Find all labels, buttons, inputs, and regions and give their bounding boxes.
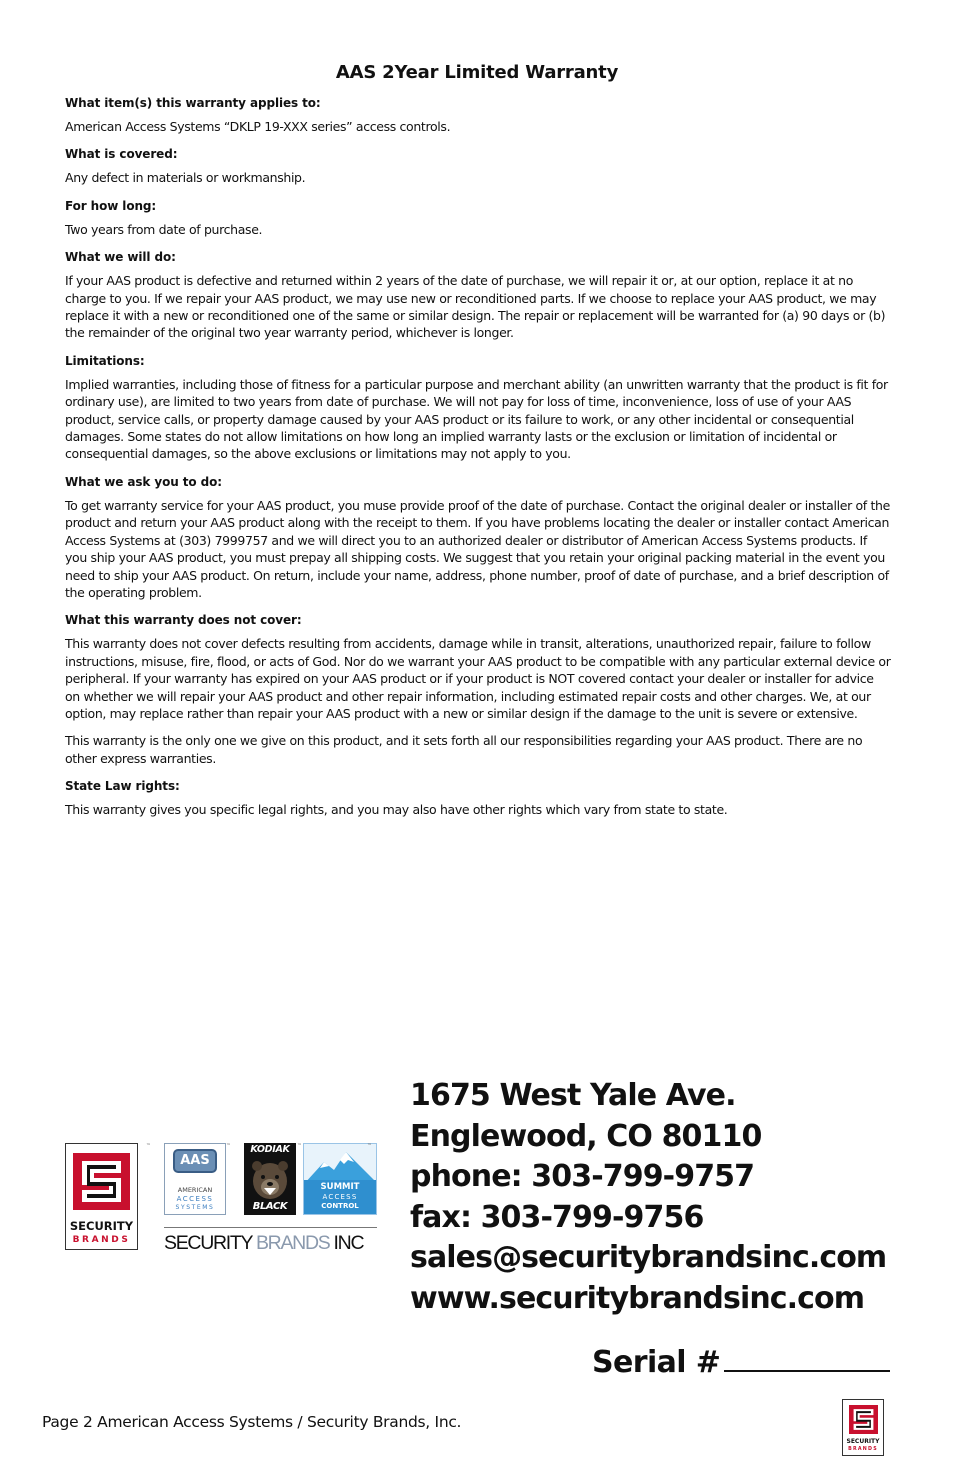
section-body: Two years from date of purchase.	[65, 221, 263, 237]
trademark-mark: ™	[297, 1143, 302, 1149]
warranty-body	[65, 96, 891, 831]
section-state-law	[65, 779, 891, 818]
security-brands-s-icon	[849, 1405, 878, 1434]
section-how-long	[65, 199, 891, 238]
summit-control-text: CONTROL	[321, 1202, 359, 1210]
section-heading: What this warranty does not cover:	[65, 613, 302, 628]
summit-access-text: ACCESS	[322, 1193, 358, 1201]
section-not-covered	[65, 613, 891, 767]
section-body: American Access Systems “DKLP 19-XXX series” access controls.	[65, 119, 451, 134]
aas-text-systems: SYSTEMS	[175, 1204, 215, 1211]
email-address: sales@securitybrandsinc.com	[410, 1240, 887, 1276]
bear-icon	[248, 1157, 292, 1201]
trademark-mark: ™	[146, 1143, 151, 1149]
wordmark-divider	[164, 1227, 377, 1228]
logo-text-brands: BRANDS	[72, 1235, 131, 1245]
section-body: This warranty does not cover defects resulting from accidents, damage while in transit, alterations, unauthorized repair, failure to follow instructions, misuse, fire, flood, or acts of God. Nor do we warrant your AAS product to be compatible with any particular external device or peripheral. If your warranty has expired on your AAS product or if your product is NOT covered contact your dealer or installer for advice on whether we will repair your AAS product and other repair information, including estimated repair costs and other charges. We, at our option, may replace rather than repair your AAS product with a new or similar design if the damage to the unit is severe or extensive.	[65, 636, 891, 721]
section-heading: For how long:	[65, 198, 157, 213]
security-brands-logo	[65, 1143, 138, 1250]
summit-access-control-logo	[303, 1143, 377, 1215]
summit-text: SUMMIT	[320, 1182, 360, 1192]
aas-badge	[173, 1149, 217, 1173]
security-brands-s-icon	[73, 1153, 130, 1210]
section-body-extra: This warranty is the only one we give on this product, and it sets forth all our responsibilities regarding your AAS product. There are no other express warranties.	[65, 733, 863, 766]
page-footer: Page 2 American Access Systems / Security Brands, Inc.	[42, 1413, 462, 1431]
serial-label: Serial #	[592, 1345, 721, 1380]
section-heading: Limitations:	[65, 353, 145, 368]
address-line-1: 1675 West Yale Ave.	[410, 1078, 736, 1113]
wordmark-brands: BRANDS	[255, 1232, 330, 1254]
section-what-we-ask	[65, 475, 891, 601]
aas-text-access: ACCESS	[176, 1195, 214, 1203]
section-heading: What is covered:	[65, 147, 178, 162]
section-what-we-do	[65, 250, 891, 342]
wordmark-inc: INC	[329, 1232, 364, 1254]
security-brands-small-logo	[842, 1399, 884, 1456]
section-applies-to	[65, 96, 891, 135]
kodiak-black-logo	[244, 1143, 296, 1215]
security-brands-inc-wordmark	[164, 1232, 377, 1255]
kodiak-text: KODIAK	[250, 1144, 290, 1155]
section-heading: What we ask you to do:	[65, 474, 222, 489]
serial-number-field	[592, 1342, 892, 1380]
wordmark-security: SECURITY	[164, 1232, 256, 1254]
section-body: To get warranty service for your AAS product, you muse provide proof of the date of purchase. Contact the original dealer or installer of the product and return your AAS product along with the receipt to them. If you have problems locating the dealer or installer contact American Access Systems at (303) 7999757 and we will direct you to an authorized dealer or distributor of American Access Systems products. If you ship your AAS product, you must prepay all shipping costs. We suggest that you retain your original packing material in the event you need to ship your AAS product. On return, include your name, address, phone number, proof of date of purchase, and a brief description of the operating problem.	[65, 497, 890, 600]
aas-logo	[164, 1143, 226, 1215]
section-body: Implied warranties, including those of fitness for a particular purpose and merchant ability (an unwritten warranty that the product is fit for ordinary use), are limited to two years from date of purchase. We will not pay for loss of time, inconvenience, loss of use of your AAS product, service calls, or property damage caused by your AAS product or its failure to work, or any other incidental or consequential damages. Some states do not allow limitations on how long an implied warranty lasts or the exclusion or limitation of incidental or consequential damages, so the above exclusions or limitations may not apply to you.	[65, 376, 888, 462]
section-limitations	[65, 354, 891, 463]
logo-text-security: SECURITY	[846, 1438, 880, 1445]
section-body: Any defect in materials or workmanship.	[65, 170, 306, 186]
section-covered	[65, 147, 891, 186]
document-title: AAS 2Year Limited Warranty	[335, 62, 619, 83]
fax-number: fax: 303-799-9756	[410, 1199, 704, 1235]
phone-number: phone: 303-799-9757	[410, 1159, 755, 1195]
address-line-2: Englewood, CO 80110	[410, 1118, 762, 1154]
section-body: If your AAS product is defective and returned within 2 years of the date of purchase, we will repair it or, at our option, replace it at no charge to you. If we repair your AAS product, we may use new or reconditioned parts. If we choose to replace your AAS product, we may replace it with a new or reconditioned one of the same or similar design. The repair or replacement will be warranted for (a) 90 days or (b) the remainder of the original two year warranty period, whichever is longer.	[65, 273, 886, 341]
section-heading: What we will do:	[65, 250, 176, 265]
logo-text-brands: BRANDS	[848, 1447, 878, 1452]
website-url: www.securitybrandsinc.com	[410, 1280, 865, 1316]
section-body: This warranty gives you specific legal rights, and you may also have other rights which vary from state to state.	[65, 802, 728, 818]
trademark-mark: ™	[367, 1143, 372, 1149]
aas-badge-text: AAS	[180, 1153, 210, 1168]
contact-block	[410, 1076, 910, 1320]
section-heading: What item(s) this warranty applies to:	[65, 96, 321, 110]
aas-text-american: AMERICAN	[177, 1186, 213, 1194]
serial-blank-line	[724, 1342, 890, 1372]
logo-text-security: SECURITY	[69, 1219, 134, 1233]
trademark-mark: ™	[226, 1143, 231, 1149]
black-text: BLACK	[252, 1201, 288, 1212]
section-heading: State Law rights:	[65, 779, 180, 794]
